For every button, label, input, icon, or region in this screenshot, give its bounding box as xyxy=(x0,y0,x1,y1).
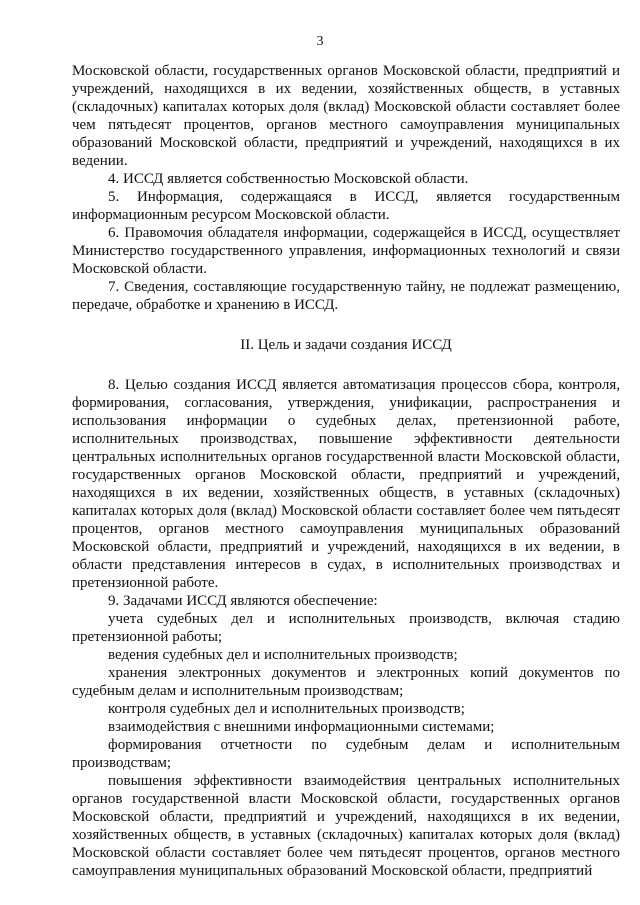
task-item: взаимодействия с внешними информационными системами; xyxy=(108,719,495,735)
task-item: ведения судебных дел и исполнительных производств; xyxy=(108,647,458,663)
task-item: хранения электронных документов и электронных копий документов по судебным делам и исполнительным производствам; xyxy=(72,665,620,699)
paragraph-8: 8. Целью создания ИССД является автоматизация процессов сбора, контроля, формирования, согласования, утверждения, унификации, распространения и использования информации о судебных делах, претензионной работе, исполнительных производствах, повышение эффективности деятельности центральных исполнительных органов государственной власти Московской области, государственных органов Московской области, предприятий и учреждений, находящихся в их ведении, хозяйственных обществ, в уставных (складочных) капиталах которых доля (вклад) Московской области составляет более чем пятьдесят процентов, органов местного самоуправления муниципальных образований Московской области, предприятий и учреждений, находящихся в их ведении, в области представления интересов в судах, в исполнительных производствах и претензионной работе. xyxy=(72,377,620,591)
task-item: повышения эффективности взаимодействия центральных исполнительных органов государственной власти Московской области, государственных органов Московской области, предприятий и учреждений, находящихся в их ведении, хозяйственных обществ, в уставных (складочных) капиталах которых доля (вклад) Московской области составляет более чем пятьдесят процентов, органов местного самоуправления муниципальных образований Московской области, предприятий xyxy=(72,773,620,879)
paragraph-7: 7. Сведения, составляющие государственную тайну, не подлежат размещению, передаче, обработке и хранению в ИССД. xyxy=(72,279,620,313)
paragraph-intro: Московской области, государственных органов Московской области, предприятий и учреждений, находящихся в их ведении, хозяйственных обществ, в уставных (складочных) капиталах которых доля (вклад) Московской области составляет более чем пятьдесят процентов, органов местного самоуправления муниципальных образований Московской области, предприятий и учреждений, находящихся в их ведении. xyxy=(72,63,620,169)
page-number: 3 xyxy=(316,34,324,49)
task-item: учета судебных дел и исполнительных производств, включая стадию претензионной работы; xyxy=(72,611,620,645)
paragraph-6: 6. Правомочия обладателя информации, содержащейся в ИССД, осуществляет Министерство государственного управления, информационных технологий и связи Московской области. xyxy=(72,225,620,277)
document-body xyxy=(72,62,620,880)
section-heading: II. Цель и задачи создания ИССД xyxy=(240,337,452,353)
paragraph-5: 5. Информация, содержащаяся в ИССД, является государственным информационным ресурсом Московской области. xyxy=(72,189,620,223)
paragraph-4: 4. ИССД является собственностью Московской области. xyxy=(108,171,469,187)
paragraph-9: 9. Задачами ИССД являются обеспечение: xyxy=(108,593,378,609)
task-item: контроля судебных дел и исполнительных производств; xyxy=(108,701,465,717)
task-item: формирования отчетности по судебным делам и исполнительным производствам; xyxy=(72,737,620,771)
